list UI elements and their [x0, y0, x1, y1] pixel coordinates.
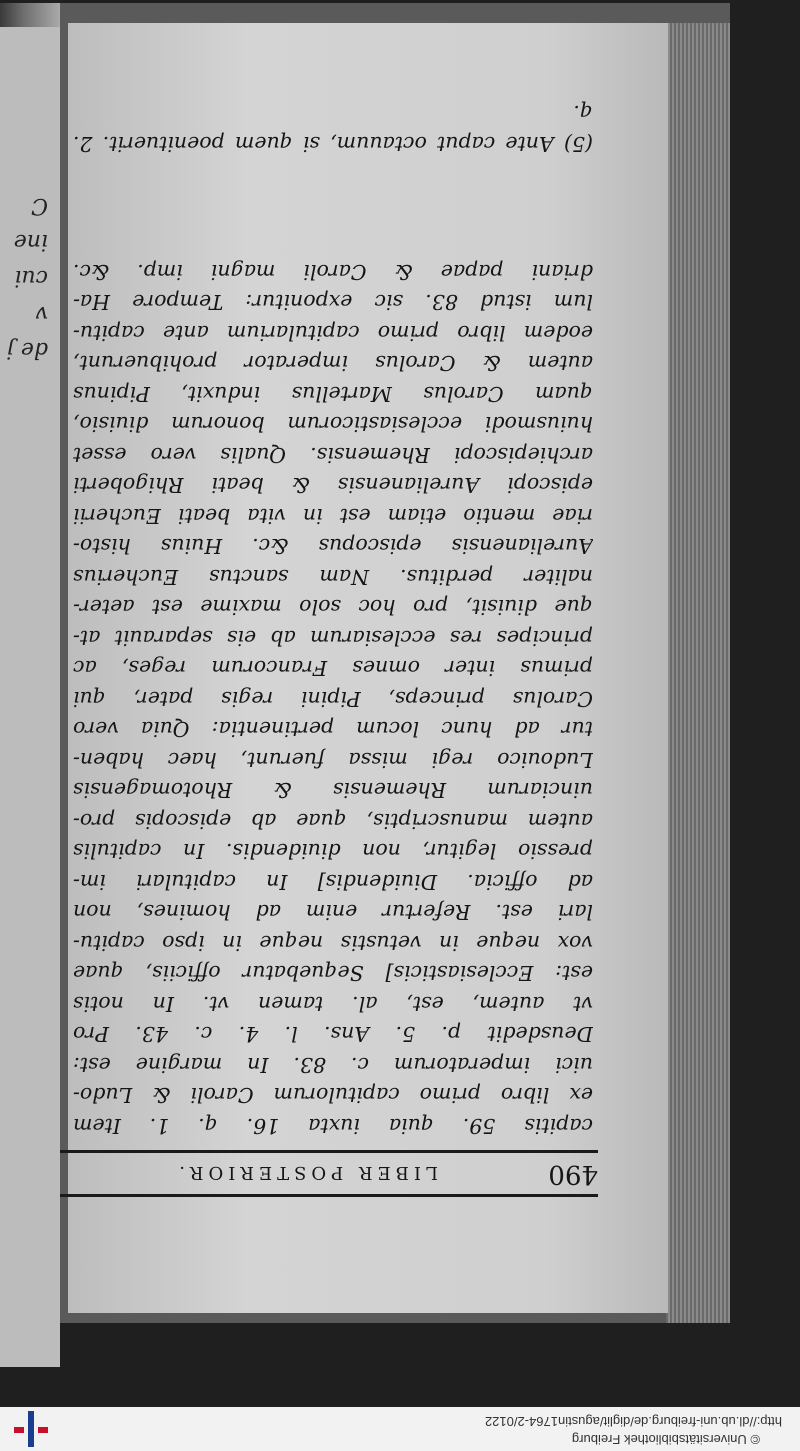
text-line: huiusmodi ecclesiasticorum bonorum diuisio,: [73, 412, 593, 437]
text-line: que diuisit, pro hoc solo maxime est aeter-: [73, 595, 593, 620]
footnote-line: (5) Ante caput octauum, si quem poenituerit. 2.: [73, 132, 593, 156]
text-line: [73, 226, 593, 257]
text-line: vt autem, est, al. tamen vt. In notis: [73, 992, 593, 1016]
facing-page-edge: [0, 27, 60, 1367]
text-line: pressio legitur, non diuidendis. In capitulis: [73, 839, 593, 864]
text-line: Deusdedit p. 5. Ans. l. 4. c. 43. Pro: [73, 1022, 593, 1047]
text-line: driani papae & Caroli magni imp. &c.: [73, 260, 593, 284]
source-url[interactable]: http://dl.ub.uni-freiburg.de/diglit/agustin1764-2/0122: [484, 1414, 782, 1429]
text-line: episcopi Aurelianensis & beati Rhigoberti: [73, 473, 593, 498]
facing-page-fragment: de j v cui ine C: [7, 193, 48, 362]
text-line: [73, 165, 593, 196]
text-line: tur ad hunc locum pertinentia: Quia vero: [73, 717, 593, 742]
text-line: eodem libro primo capitularium ante capitu-: [73, 321, 593, 345]
page-header: [58, 1153, 598, 1193]
running-title: LIBER POSTERIOR.: [174, 1162, 438, 1183]
text-line: riae mentio etiam est in vita beati Eucherii: [73, 504, 593, 528]
text-line: autem manuscriptis, quae ab episcopis pro-: [73, 809, 593, 833]
text-line: quam Carolus Martellus induxit, Pipinus: [73, 382, 593, 406]
book-page: [68, 23, 668, 1313]
library-logo-icon: [12, 1411, 52, 1447]
text-line: ex libro primo capitulorum Caroli & Ludo-: [73, 1083, 593, 1108]
text-line: capitis 59. quia iuxta 16. q. 1. Item: [73, 1114, 593, 1138]
text-line: archiepiscopi Rhemensis. Qualis vero esset: [73, 443, 593, 467]
book-spread: [40, 3, 730, 1323]
text-line: naliter perditus. Nam sanctus Eucherius: [73, 565, 593, 589]
header-top-rule: [58, 1194, 598, 1197]
text-line: vox neque in vetustis neque in ipso capitu-: [73, 931, 593, 955]
text-line: [73, 196, 593, 227]
text-line: Ludouico regi missa fuerunt, haec haben-: [73, 748, 593, 772]
page-edge-stack: [666, 23, 730, 1323]
viewer-header: [0, 1406, 800, 1451]
body-text: [73, 98, 593, 1141]
footnote-line: q.: [573, 101, 593, 126]
text-line: Carolus princeps, Pipini regis pater, qui: [73, 687, 593, 711]
copyright-notice: © Universitätsbibliothek Freiburg: [571, 1432, 760, 1447]
header-bottom-rule: [58, 1150, 598, 1153]
text-line: uinciarum Rhemensis & Rhotomagensis: [73, 778, 593, 803]
text-line: est: Ecclesiasticis] Sequebatur officiis, quae: [73, 961, 593, 986]
text-line: principes res ecclesiarum ab eis separauit at-: [73, 626, 593, 650]
text-line: lum istud 83. sic exponitur: Tempore Ha-: [73, 290, 593, 315]
text-line: ad officia. Diuidendis] In capitulari im-: [73, 870, 593, 894]
text-line: lari est. Refertur enim ad homines, non: [73, 900, 593, 925]
text-line: autem & Carolus imperator prohibuerunt,: [73, 351, 593, 376]
page-number: 490: [548, 1159, 598, 1189]
text-line: primus inter omnes Francorum reges, ac: [73, 656, 593, 681]
text-line: uici imperatorum c. 83. In margine est:: [73, 1053, 593, 1077]
text-line: Aurelianensis episcopus &c. Huius histo-: [73, 534, 593, 559]
